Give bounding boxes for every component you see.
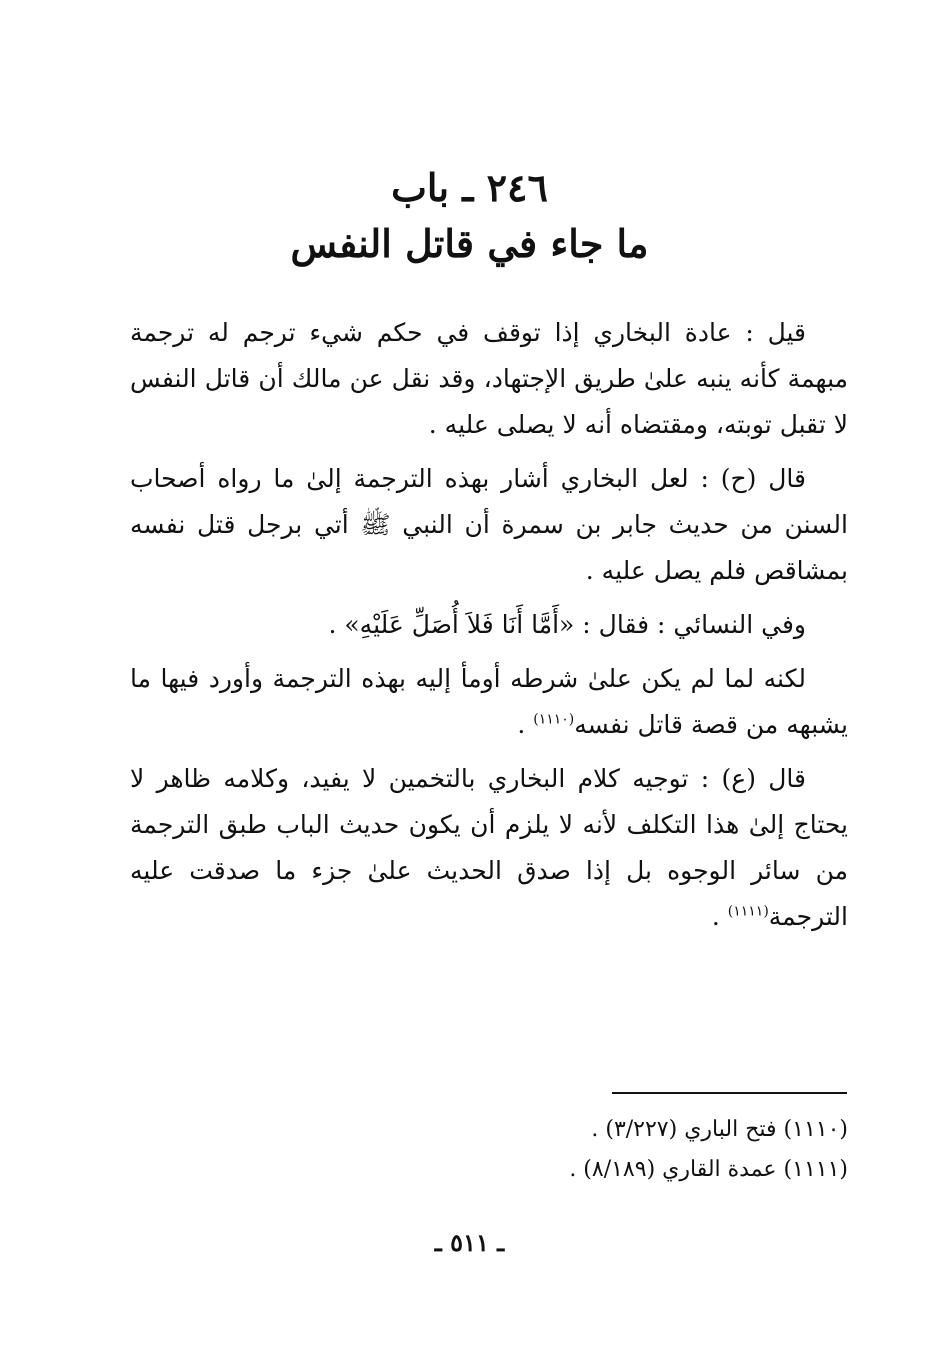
body-text <box>130 310 848 948</box>
chapter-number: ٢٤٦ ـ باب <box>391 165 548 210</box>
footnote-divider <box>612 1092 847 1094</box>
paragraph-text: لكنه لما لم يكن علىٰ شرطه أومأ إليه بهذه الترجمة وأورد فيها ما يشبهه من قصة قاتل نفسه <box>130 664 848 739</box>
page-number: ـ ٥١١ ـ <box>434 1228 505 1257</box>
footnote: (١١١١) عمدة القاري (٨/١٨٩) . <box>569 1157 848 1182</box>
paragraph-end: . <box>517 710 534 739</box>
paragraph <box>130 656 848 748</box>
paragraph-text: قال (ع) : توجيه كلام البخاري بالتخمين لا يفيد، وكلامه ظاهر لا يحتاج إلىٰ هذا التكلف لأنه لا يلزم أن يكون حديث الباب طبق الترجمة من سائر الوجوه بل إذا صدق الحديث علىٰ جزء ما صدقت عليه الترجمة <box>130 764 848 931</box>
chapter-heading <box>0 160 939 272</box>
paragraph-text: قال (ح) : لعل البخاري أشار بهذه الترجمة إلىٰ ما رواه أصحاب السنن من حديث جابر بن سمرة أن النبي ﷺ أتي برجل قتل نفسه بمشاقص فلم يصل عليه . <box>130 464 848 585</box>
chapter-title: ما جاء في قاتل النفس <box>290 221 649 266</box>
paragraph-text: وفي النسائي : فقال : «أَمَّا أَنَا فَلاَ أُصَلِّ عَلَيْهِ» . <box>328 610 806 639</box>
paragraph <box>130 756 848 940</box>
paragraph <box>130 602 848 648</box>
footnote-reference[interactable]: (١١١٠) <box>533 711 575 728</box>
paragraph-end: . <box>711 902 728 931</box>
paragraph <box>130 310 848 448</box>
footnotes <box>460 1110 848 1190</box>
footnote-reference[interactable]: (١١١١) <box>727 903 769 920</box>
paragraph <box>130 456 848 594</box>
paragraph-text: قيل : عادة البخاري إذا توقف في حكم شيء ترجم له ترجمة مبهمة كأنه ينبه علىٰ طريق الإجتهاد، وقد نقل عن مالك أن قاتل النفس لا تقبل توبته، ومقتضاه أنه لا يصلى عليه . <box>130 318 848 439</box>
footnote: (١١١٠) فتح الباري (٣/٢٢٧) . <box>591 1117 848 1142</box>
